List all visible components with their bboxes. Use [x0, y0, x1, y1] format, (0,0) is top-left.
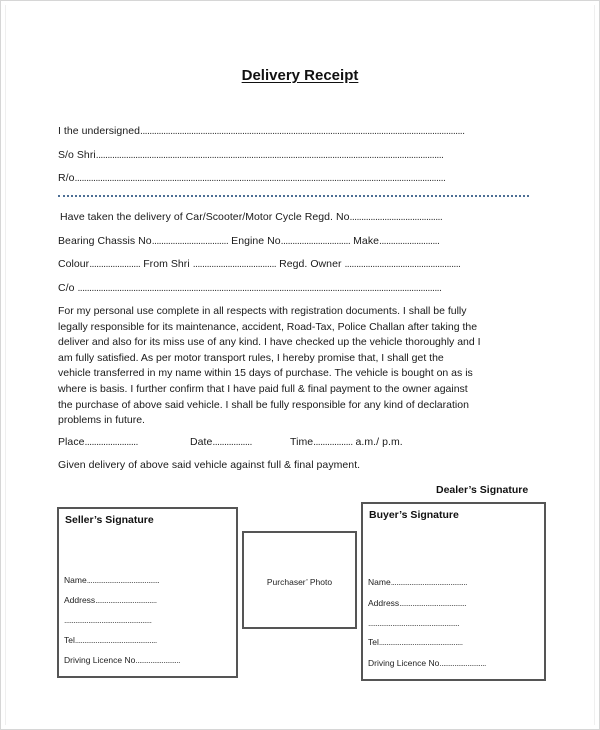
paragraph-line: For my personal use complete in all respects with registration documents. I shall be fully	[58, 305, 467, 317]
undersigned-label: I the undersigned	[58, 125, 140, 137]
place-blank[interactable]: .......................	[84, 436, 138, 448]
buyer-tel-label: Tel	[368, 637, 379, 647]
seller-signature-title: Seller’s Signature	[65, 514, 154, 526]
given-delivery-text: Given delivery of above said vehicle against full & final payment.	[58, 459, 361, 471]
place-label: Place	[58, 436, 85, 448]
purchaser-photo-box[interactable]	[242, 531, 357, 629]
buyer-licence-field[interactable]	[368, 658, 486, 668]
buyer-name-label: Name	[368, 577, 391, 587]
colour-blank[interactable]: ......................	[89, 258, 141, 270]
paragraph-line: where is basis. I further confirm that I have paid full & final payment to the owner against	[58, 382, 468, 395]
address-continuation-line[interactable]	[58, 195, 529, 197]
seller-licence-field[interactable]	[64, 655, 180, 665]
document-title: Delivery Receipt	[241, 67, 359, 84]
dealer-signature-label: Dealer’s Signature	[436, 484, 529, 496]
declaration-paragraph	[58, 304, 548, 429]
time-field[interactable]	[290, 436, 403, 448]
seller-address-label: Address	[64, 595, 96, 605]
paragraph-line: problems in future.	[58, 414, 145, 427]
buyer-name-blank[interactable]: .........................................	[390, 577, 468, 587]
chassis-engine-make-row	[58, 235, 439, 247]
seller-address-line2-blank[interactable]: ...............................................	[64, 615, 152, 625]
care-of-field[interactable]	[58, 282, 441, 294]
vehicle-regd-blank[interactable]: ........................................	[349, 211, 443, 223]
make-blank[interactable]: ..........................	[379, 235, 440, 247]
engine-label: Engine No	[231, 235, 281, 247]
undersigned-field[interactable]	[58, 125, 464, 137]
seller-address-line2[interactable]	[64, 615, 152, 625]
am-pm-label: a.m./ p.m.	[355, 436, 403, 448]
date-field[interactable]	[190, 436, 252, 448]
regd-owner-blank[interactable]: ..................................................	[344, 258, 461, 270]
seller-signature-box[interactable]	[57, 507, 238, 678]
seller-licence-label: Driving Licence No	[64, 655, 136, 665]
buyer-address-field[interactable]	[368, 598, 466, 608]
son-of-field[interactable]	[58, 149, 443, 161]
vehicle-regd-label: Have taken the delivery of Car/Scooter/Motor Cycle Regd. No	[60, 211, 350, 223]
buyer-licence-blank[interactable]: .........................	[439, 658, 486, 668]
seller-name-label: Name	[64, 575, 87, 585]
care-of-blank[interactable]: .............................................................................................................................................................	[77, 282, 442, 294]
buyer-signature-title: Buyer’s Signature	[369, 509, 459, 521]
paragraph-line: am fully satisfied. As per motor transport rules, I hereby promise that, I shall get the	[58, 351, 444, 364]
paragraph-line: the purchase of above said vehicle. I shall be fully responsible for any kind of declaration	[58, 398, 469, 411]
seller-licence-blank[interactable]: ........................	[135, 655, 181, 665]
colour-owner-row	[58, 258, 460, 270]
paragraph-line: vehicle transferred in my name within 15 days of purchase. The vehicle is bought on as is	[58, 367, 473, 380]
resident-of-label: R/o	[58, 172, 75, 184]
regd-owner-label: Regd. Owner	[279, 258, 342, 270]
seller-tel-field[interactable]	[64, 635, 157, 645]
paragraph-line: deliver and also for its miss use of any kind. I have checked up the vehicle thoroughly and I	[58, 336, 481, 349]
seller-tel-label: Tel	[64, 635, 75, 645]
buyer-address-blank[interactable]: ....................................	[399, 598, 467, 608]
seller-address-blank[interactable]: .................................	[95, 595, 157, 605]
time-blank[interactable]: .................	[313, 436, 353, 448]
resident-of-field[interactable]	[58, 172, 445, 184]
seller-tel-blank[interactable]: ............................................	[74, 635, 157, 645]
buyer-licence-label: Driving Licence No	[368, 658, 440, 668]
chassis-blank[interactable]: .................................	[151, 235, 229, 247]
buyer-address-label: Address	[368, 598, 400, 608]
undersigned-blank[interactable]: ............................................................................................................................................	[140, 125, 465, 137]
buyer-tel-blank[interactable]: .............................................	[378, 637, 463, 647]
son-of-blank[interactable]: ......................................................................................................................................................	[95, 149, 444, 161]
paragraph-line: legally responsible for its maintenance, accident, Road-Tax, Police Challan after taking the	[58, 320, 478, 333]
time-label: Time	[290, 436, 314, 448]
buyer-signature-box[interactable]	[361, 502, 546, 681]
seller-name-blank[interactable]: .......................................	[86, 575, 160, 585]
from-shri-label: From Shri	[143, 258, 190, 270]
make-label: Make	[353, 235, 380, 247]
buyer-name-field[interactable]	[368, 577, 467, 587]
son-of-label: S/o Shri	[58, 149, 96, 161]
place-date-time-row	[58, 436, 138, 448]
buyer-tel-field[interactable]	[368, 637, 463, 647]
care-of-label: C/o	[58, 282, 75, 294]
date-label: Date	[190, 436, 213, 448]
colour-label: Colour	[58, 258, 90, 270]
buyer-address-line2-blank[interactable]: .................................................	[368, 618, 460, 628]
date-blank[interactable]: .................	[212, 436, 252, 448]
purchaser-photo-label: Purchaser’ Photo	[266, 577, 333, 587]
resident-of-blank[interactable]: ................................................................................................................................................................	[74, 172, 446, 184]
seller-name-field[interactable]	[64, 575, 159, 585]
seller-address-field[interactable]	[64, 595, 157, 605]
vehicle-regd-field[interactable]	[60, 211, 442, 223]
buyer-address-line2[interactable]	[368, 618, 459, 628]
chassis-label: Bearing Chassis No	[58, 235, 152, 247]
engine-blank[interactable]: ..............................	[280, 235, 351, 247]
from-shri-blank[interactable]: ....................................	[192, 258, 277, 270]
